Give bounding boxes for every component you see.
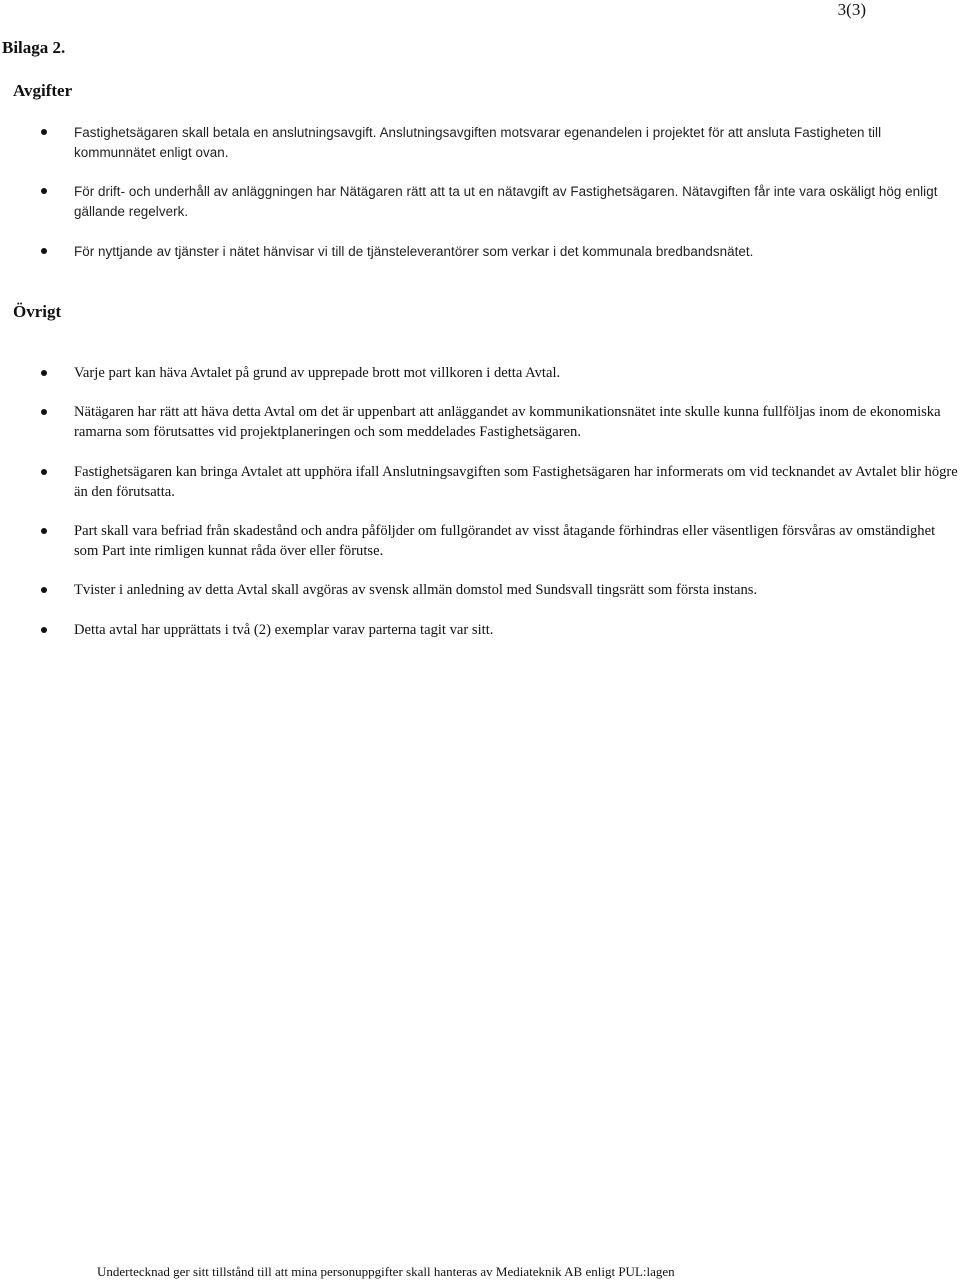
bullet-dot-icon <box>41 188 47 194</box>
bullet-dot-icon <box>41 627 47 633</box>
list-item-text: För nyttjande av tjänster i nätet hänvisar vi till de tjänsteleverantörer som verkar i det kommunala bredbandsnätet. <box>74 244 754 259</box>
footer-consent-note: Undertecknad ger sitt tillstånd till att mina personuppgifter skall hanteras av Mediateknik AB enligt PUL:lagen <box>97 1264 675 1279</box>
list-item-text: Detta avtal har upprättats i två (2) exemplar varav parterna tagit var sitt. <box>74 622 494 638</box>
list-item-text: Fastighetsägaren kan bringa Avtalet att upphöra ifall Anslutningsavgiften som Fastighetsägaren har informerats om vid tecknandet av Avtalet blir högre än den förutsatta. <box>74 464 958 500</box>
list-item-text: Tvister i anledning av detta Avtal skall avgöras av svensk allmän domstol med Sundsvall tingsrätt som första instans. <box>74 582 758 598</box>
bullet-dot-icon <box>41 248 47 254</box>
bullet-dot-icon <box>41 370 47 376</box>
list-item-text: För drift- och underhåll av anläggningen har Nätägaren rätt att ta ut en nätavgift av Fastighetsägaren. Nätavgiften får inte vara oskäligt hög enligt gällande regelverk. <box>74 184 938 219</box>
bullet-dot-icon <box>41 469 47 475</box>
list-item-text: Fastighetsägaren skall betala en anslutningsavgift. Anslutningsavgiften motsvarar egenandelen i projektet för att ansluta Fastigheten till kommunnätet enligt ovan. <box>74 125 882 160</box>
list-item-text: Nätägaren har rätt att häva detta Avtal om det är uppenbart att anläggandet av kommunikationsnätet inte skulle kunna fullföljas inom de ekonomiska ramarna som förutsattes vid projektplaneringen och som meddelades Fastighetsägaren. <box>74 404 941 440</box>
bullet-dot-icon <box>41 409 47 415</box>
section-heading-avgifter: Avgifter <box>13 81 73 100</box>
list-item-text: Varje part kan häva Avtalet på grund av upprepade brott mot villkoren i detta Avtal. <box>74 365 561 381</box>
section-heading-ovrigt: Övrigt <box>13 302 62 321</box>
bullet-dot-icon <box>41 528 47 534</box>
list-item-text: Part skall vara befriad från skadestånd och andra påföljder om fullgörandet av visst åtagande förhindras eller väsentligen försvåras av omständighet som Part inte rimligen kunnat råda över eller förutse. <box>74 523 936 559</box>
attachment-title: Bilaga 2. <box>2 38 66 57</box>
bullet-dot-icon <box>41 129 47 135</box>
page-number: 3(3) <box>837 0 866 19</box>
bullet-dot-icon <box>41 587 47 593</box>
